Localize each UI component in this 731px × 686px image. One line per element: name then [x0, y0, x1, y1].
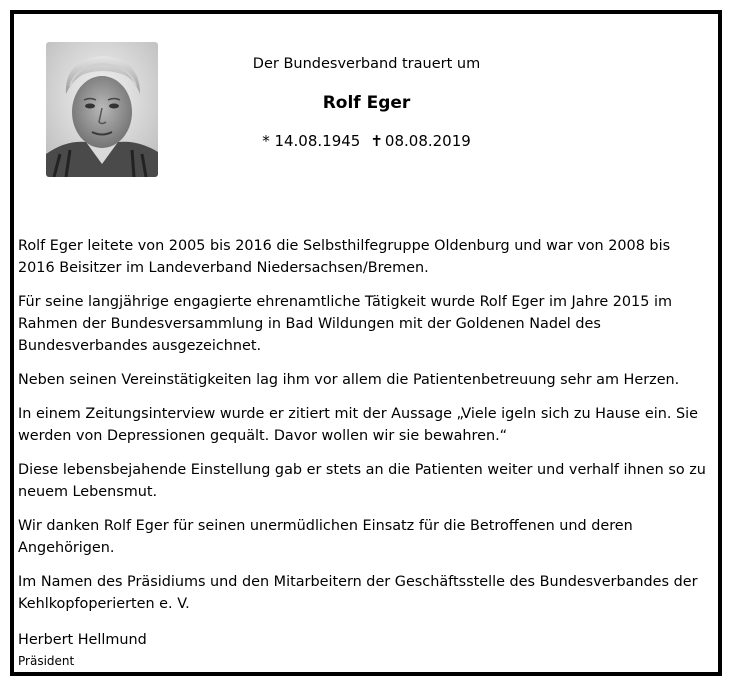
cross-icon: ✝	[370, 132, 383, 150]
obituary-notice	[10, 10, 722, 676]
paragraph: Für seine langjährige engagierte ehrenamtliche Tätigkeit wurde Rolf Eger im Jahre 2015 im Rahmen der Bundesversammlung in Bad Wildungen mit der Goldenen Nadel des Bundesverbandes ausgezeichnet.	[18, 294, 672, 354]
paragraph: Im Namen des Präsidiums und den Mitarbeitern der Geschäftsstelle des Bundesverbandes der Kehlkopfoperierten e. V.	[18, 574, 698, 612]
paragraph: In einem Zeitungsinterview wurde er zitiert mit der Aussage „Viele igeln sich zu Hause ein. Sie werden von Depressionen gequält. Davor wollen wir sie bewahren.“	[18, 406, 698, 444]
signatory-role: Präsident	[18, 654, 75, 668]
paragraph: Neben seinen Vereinstätigkeiten lag ihm vor allem die Patientenbetreuung sehr am Herzen.	[18, 372, 680, 388]
life-dates	[194, 132, 539, 150]
signature-block	[18, 630, 147, 669]
paragraph: Wir danken Rolf Eger für seinen unermüdlichen Einsatz für die Betroffenen und deren Angehörigen.	[18, 518, 633, 556]
death-date: 08.08.2019	[384, 132, 471, 150]
paragraph: Rolf Eger leitete von 2005 bis 2016 die Selbsthilfegruppe Oldenburg und war von 2008 bis 2016 Beisitzer im Landeverband Niedersachsen/Bremen.	[18, 238, 671, 276]
mourning-intro: Der Bundesverband trauert um	[252, 56, 481, 72]
deceased-name: Rolf Eger	[322, 93, 411, 113]
portrait-image	[46, 42, 158, 177]
birth-date: * 14.08.1945	[262, 132, 361, 150]
portrait-photo	[46, 42, 158, 177]
signatory-name: Herbert Hellmund	[18, 632, 147, 648]
obituary-body	[18, 235, 708, 627]
paragraph: Diese lebensbejahende Einstellung gab er stets an die Patienten weiter und verhalf ihnen so zu neuem Lebensmut.	[18, 462, 706, 500]
